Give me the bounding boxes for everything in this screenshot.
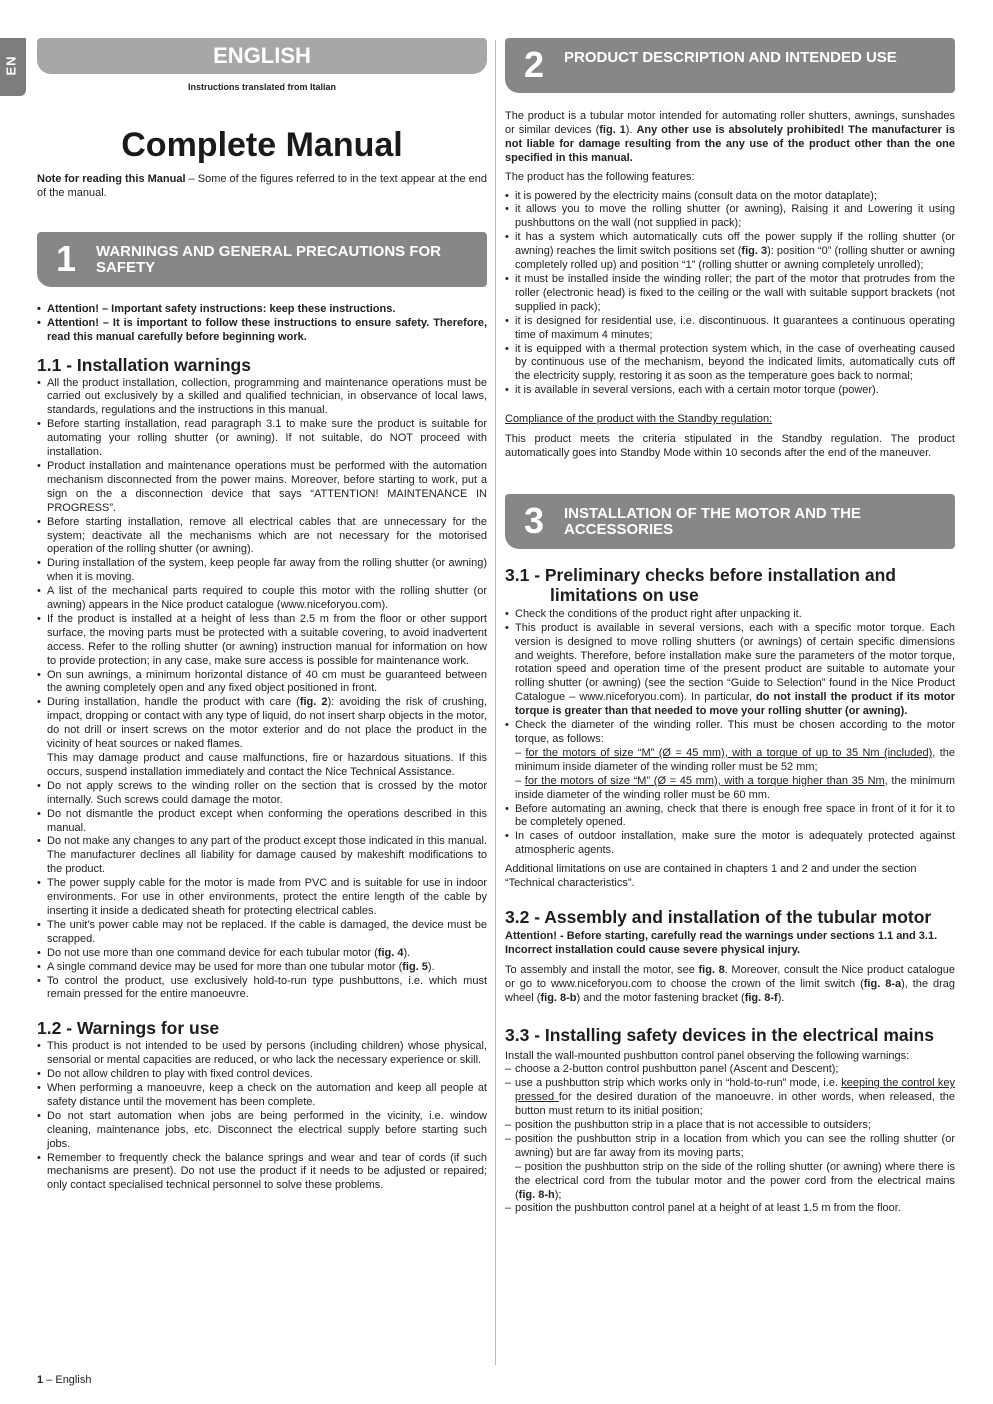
list-item: • Do not apply screws to the winding roller on the section that is crossed by the motor internally. Such screws could damage the motor. xyxy=(37,780,487,808)
column-divider xyxy=(495,40,496,1365)
page-footer xyxy=(37,1374,91,1386)
chapter-3-header xyxy=(505,494,955,549)
list-item: • Do not make any changes to any part of the product except those indicated in this manual. The manufacturer declines all liability for damage caused by makeshift modifications to the product. xyxy=(37,835,487,877)
preliminary-checks-list xyxy=(505,608,955,858)
page-title: Complete Manual xyxy=(121,126,403,164)
list-item: • All the product installation, collection, programming and maintenance operations must be carried out exclusively by a skilled and qualified technician, in observance of local laws, standards, regulations and the instructions in this manual. xyxy=(37,377,487,419)
text-span: Do not use more than one command device for each tubular motor ( xyxy=(47,946,378,959)
text-span: it has a system which automatically cuts off the power supply if the rolling shutter (or awning) reaches the limit switch positions set ( xyxy=(515,231,955,258)
assembly-text xyxy=(505,964,955,1006)
figure-ref: fig. 8-b xyxy=(540,991,577,1004)
chapter-1-header xyxy=(37,232,487,287)
language-banner: ENGLISH xyxy=(37,38,487,74)
reading-note-text: – Some of the figures referred to in the text appear at the end of the manual. xyxy=(37,173,487,199)
reading-note-bold: Note for reading this Manual xyxy=(37,173,186,185)
list-item xyxy=(505,1133,955,1203)
text-span: for the desired duration of the manoeuvre. in other words, when released, the button must return to its initial position; xyxy=(515,1091,955,1118)
text-span xyxy=(515,1161,955,1203)
figure-ref: fig. 8-f xyxy=(744,991,778,1004)
text-span: – position the pushbutton strip on the side of the rolling shutter (or awning) where there is the electrical cord from the tubular motor and the power cord from the electrical mains ( xyxy=(515,1160,955,1201)
list-item xyxy=(505,719,955,802)
left-column xyxy=(37,0,487,1193)
chapter-1-title: WARNINGS AND GENERAL PRECAUTIONS FOR SAFETY xyxy=(96,242,442,276)
list-item: • On sun awnings, a minimum horizontal distance of 40 cm must be guaranteed between the awning completely open and any fixed object positioned in front. xyxy=(37,669,487,697)
list-item: • it is designed for residential use, i.e. discontinuous. It guarantees a continuous operating time of maximum 4 minutes; xyxy=(505,315,955,343)
text-span: , the minimum inside diameter of the winding roller must be 52 mm; xyxy=(515,746,955,773)
text-span: A single command device may be used for more than one tubular motor ( xyxy=(47,960,403,973)
text-span: This product is available in several versions, each with a specific motor torque. Each version is designed to move rolling shutters (or awnings) of certain specific dimensions and weights. Therefore, before installation make sure the parameters of the motor torque, rotation speed and operation time of the present product are suitable to automate your rolling shutter (or awning) (see the section “Guide to Selection” found in the Nice Product Catalogue – www.niceforyou.com). In particular, xyxy=(515,621,955,704)
text-span: During installation, handle the product with care ( xyxy=(47,696,300,709)
list-item: • Check the conditions of the product right after unpacking it. xyxy=(505,608,955,622)
chapter-3-number: 3 xyxy=(523,499,545,541)
text-span: This may damage product and cause malfunctions, fire or hazardous situations. If this occurs, suspend installation immediately and contact the Nice Technical Assistance. xyxy=(47,752,487,778)
text-span: ) and the motor fastening bracket ( xyxy=(576,991,745,1004)
figure-ref: fig. 1 xyxy=(599,123,626,136)
text-span: ), the drag wheel ( xyxy=(505,977,955,1004)
section-1-1-title: 1.1 - Installation warnings xyxy=(37,354,251,375)
list-item: • During installation of the system, keep people far away from the rolling shutter (or awning) when it is moving. xyxy=(37,557,487,585)
list-item xyxy=(505,1077,955,1119)
list-item: – choose a 2-button control pushbutton panel (Ascent and Descent); xyxy=(505,1063,955,1077)
section-3-1-title: 3.1 - Preliminary checks before installation and limitations on use xyxy=(505,564,896,605)
chapter-2-number: 2 xyxy=(523,44,545,85)
right-column xyxy=(505,0,955,1216)
text-span: To assembly and install the motor, see xyxy=(505,963,699,976)
chapter-3-title: INSTALLATION OF THE MOTOR AND THE ACCESSORIES xyxy=(564,504,861,538)
additional-limitations: Additional limitations on use are contained in chapters 1 and 2 and under the section “Technical characteristics”. xyxy=(505,863,917,890)
language-tab xyxy=(0,38,26,96)
text-span: Check the diameter of the winding roller. This must be chosen according to the motor torque, as follows: xyxy=(515,719,955,745)
attention-item: • Attention! – It is important to follow these instructions to ensure safety. Therefore, read this manual carefully before beginning work. xyxy=(37,317,487,345)
text-span: ). xyxy=(427,960,435,973)
list-item: • A list of the mechanical parts required to couple this motor with the rolling shutter (or awning) appears in the Nice product catalogue (www.niceforyou.com). xyxy=(37,585,487,613)
text-span: , the minimum inside diameter of the winding roller must be 60 mm. xyxy=(515,774,955,801)
footer-text: – English xyxy=(43,1374,92,1386)
safety-intro: Install the wall-mounted pushbutton control panel observing the following warnings: xyxy=(505,1049,910,1062)
list-item: • The power supply cable for the motor is made from PVC and is suitable for use in indoor environments. For use in other environments, protect the entire length of the cable by inserting it inside a dedicated sheath for protecting electrical cables. xyxy=(37,877,487,919)
product-intro xyxy=(505,110,955,166)
list-item: • In cases of outdoor installation, make sure the motor is adequately protected against atmospheric agents. xyxy=(505,830,955,858)
chapter-2-title: PRODUCT DESCRIPTION AND INTENDED USE xyxy=(564,49,897,66)
list-item xyxy=(505,231,955,273)
text-underline: keeping the control key pressed xyxy=(515,1077,955,1104)
chapter-2-header xyxy=(505,38,955,93)
list-item: • To control the product, use exclusively hold-to-run type pushbuttons, i.e. which must remain pressed for the entire manoeuvre. xyxy=(37,975,487,1003)
list-item: • Product installation and maintenance operations must be performed with the automation mechanism disconnected from the power mains. Moreover, before starting to work, put a sign on the a disconnection device that says “ATTENTION! MAINTENANCE IN PROGRESS”. xyxy=(37,460,487,516)
torque-line-1: – for the motors of size “M” (Ø = 45 mm), with a torque of up to 35 Nm (included), the minimum inside diameter of the winding roller must be 52 mm; xyxy=(515,746,955,773)
page-number: 1 xyxy=(37,1374,44,1386)
torque-line-2: – for the motors of size “M” (Ø = 45 mm), with a torque higher than 35 Nm, the minimum inside diameter of the winding roller must be 60 mm. xyxy=(515,774,955,801)
translated-note: Instructions translated from Italian xyxy=(187,82,337,92)
list-item: • it is equipped with a thermal protection system which, in the case of overheating caused by continuous use of the mechanism, beyond the indicated limits, automatically cuts off the electricity supply, restoring it as soon as the temperature goes back to normal; xyxy=(505,343,955,385)
text-span: ); xyxy=(554,1188,562,1201)
text-span: ). xyxy=(403,946,411,959)
attention-list xyxy=(37,303,487,345)
attention-item: • Attention! – Important safety instructions: keep these instructions. xyxy=(37,303,487,317)
list-item: • Before starting installation, remove all electrical cables that are unnecessary for the system; deactivate all the mechanisms which are not necessary for the motorised operation of the rolling shutter (or awning). xyxy=(37,516,487,558)
list-item: • The unit’s power cable may not be replaced. If the cable is damaged, the device must be scrapped. xyxy=(37,919,487,947)
section-3-2-title: 3.2 - Assembly and installation of the tubular motor xyxy=(505,906,932,927)
standby-title: Compliance of the product with the Standby regulation: xyxy=(505,413,773,426)
list-item: • Before starting installation, read paragraph 3.1 to make sure the product is suitable for automating your rolling shutter (or awning). If not suitable, do NOT proceed with installation. xyxy=(37,418,487,460)
list-item xyxy=(505,622,955,719)
text-span: ): position “0” (rolling shutter or awning completely rolled up) and position “1” (rolling shutter or awning completely unrolled); xyxy=(515,245,955,272)
list-item: – position the pushbutton strip in a place that is not accessible to outsiders; xyxy=(505,1119,955,1133)
standby-text: This product meets the criteria stipulated in the Standby regulation. The product automatically goes into Standby Mode within 10 seconds after the end of the maneuver. xyxy=(505,433,955,459)
assembly-attention: Attention! - Before starting, carefully read the warnings under sections 1.1 and 3.1. Incorrect installation could cause severe physical injury. xyxy=(505,929,938,956)
list-item: • Do not start automation when jobs are being performed in the vicinity, i.e. window cleaning, maintenance jobs, etc. Disconnect the electrical supply before starting such jobs. xyxy=(37,1110,487,1152)
list-item: • This product is not intended to be used by persons (including children) whose physical, sensorial or mental capacities are reduced, or who lack the necessary experience or skill. xyxy=(37,1040,487,1068)
features-list xyxy=(505,190,955,399)
use-warnings-list xyxy=(37,1040,487,1193)
figure-ref: fig. 2 xyxy=(299,696,328,709)
text-span: . Moreover, consult the Nice product catalogue or go to www.niceforyou.com to choose the crown of the limit switch ( xyxy=(505,963,955,990)
list-item: • Remember to frequently check the balance springs and wear and tear of cords (if such mechanisms are present). Do not use the product if it needs to be adjusted or repaired; only contact specialised technical personnel to solve these problems. xyxy=(37,1152,487,1194)
list-item: • Do not dismantle the product except when conforming the operations described in this manual. xyxy=(37,808,487,836)
list-item: • it allows you to move the rolling shutter (or awning), Raising it and Lowering it using pushbuttons on the wall (not supplied in pack); xyxy=(505,203,955,231)
list-item: • it is powered by the electricity mains (consult data on the motor dataplate); xyxy=(505,190,955,204)
safety-devices-list xyxy=(505,1063,955,1216)
reading-note xyxy=(37,173,487,201)
text-bold: do not install the product if its motor torque is greater than that needed to move your rolling shutter (or awning). xyxy=(515,691,955,718)
features-intro: The product has the following features: xyxy=(505,170,695,183)
list-item: • it is available in several versions, each with a certain motor torque (power). xyxy=(505,384,955,398)
figure-ref: fig. 8-h xyxy=(518,1188,555,1201)
section-1-2-title: 1.2 - Warnings for use xyxy=(37,1018,220,1039)
list-item: • Before automating an awning, check that there is enough free space in front of it for it to be completely opened. xyxy=(505,803,955,831)
installation-warnings-list xyxy=(37,377,487,1003)
list-item xyxy=(37,961,487,975)
text-underline: for the motors of size “M” (Ø = 45 mm), with a torque higher than 35 Nm xyxy=(524,774,885,787)
text-bold: Any other use is absolutely prohibited! The manufacturer is not liable for damage resulting from the any use of the product other than the one specified in this manual. xyxy=(505,123,956,164)
text-span: position the pushbutton strip in a location from which you can see the rolling shutter (or awning) but are far away from its moving parts; xyxy=(515,1132,955,1159)
list-item: • When performing a manoeuvre, keep a check on the automation and keep all people at safety distance until the movement has been complete. xyxy=(37,1082,487,1110)
figure-ref: fig. 5 xyxy=(402,960,428,973)
list-item xyxy=(37,947,487,961)
text-span: ). xyxy=(777,991,785,1004)
figure-ref: fig. 8-a xyxy=(863,977,902,990)
list-item: – position the pushbutton control panel at a height of at least 1.5 m from the floor. xyxy=(505,1202,955,1216)
text-span: The product is a tubular motor intended for automating roller shutters, awnings, sunshades or similar devices ( xyxy=(505,110,955,136)
chapter-1-number: 1 xyxy=(55,237,77,279)
figure-ref: fig. 4 xyxy=(377,946,404,959)
text-span: use a pushbutton strip which works only in “hold-to-run” mode, i.e. xyxy=(515,1077,842,1090)
list-item: • it must be installed inside the winding roller; the part of the motor that protrudes from the roller (electronic head) is fixed to the ceiling or the wall with suitable support brackets (not supplied in pack); xyxy=(505,273,955,315)
figure-ref: fig. 3 xyxy=(741,245,768,258)
language-tab-label: EN xyxy=(3,55,19,76)
list-item xyxy=(37,696,487,779)
figure-ref: fig. 8 xyxy=(698,963,725,976)
section-3-3-title: 3.3 - Installing safety devices in the electrical mains xyxy=(505,1024,934,1045)
list-item: • If the product is installed at a height of less than 2.5 m from the floor or other support surface, the moving parts must be protected with a suitable covering, to avoid inadvertent access. Refer to the rolling shutter (or awning) instruction manual for information on how to provide protection; in any case, make sure access is possible for maintenance work. xyxy=(37,613,487,669)
text-span: ). xyxy=(625,123,637,136)
text-span: ): avoiding the risk of crushing, impact, dropping or contact with any type of liquid, do not insert sharp objects in the motor, do not drill or insert screws on the motor exterior and do not place the product in the vicinity of heat sources or naked flames. xyxy=(47,696,488,751)
text-underline: for the motors of size “M” (Ø = 45 mm), with a torque of up to 35 Nm (included) xyxy=(525,746,933,759)
list-item: • Do not allow children to play with fixed control devices. xyxy=(37,1068,487,1082)
